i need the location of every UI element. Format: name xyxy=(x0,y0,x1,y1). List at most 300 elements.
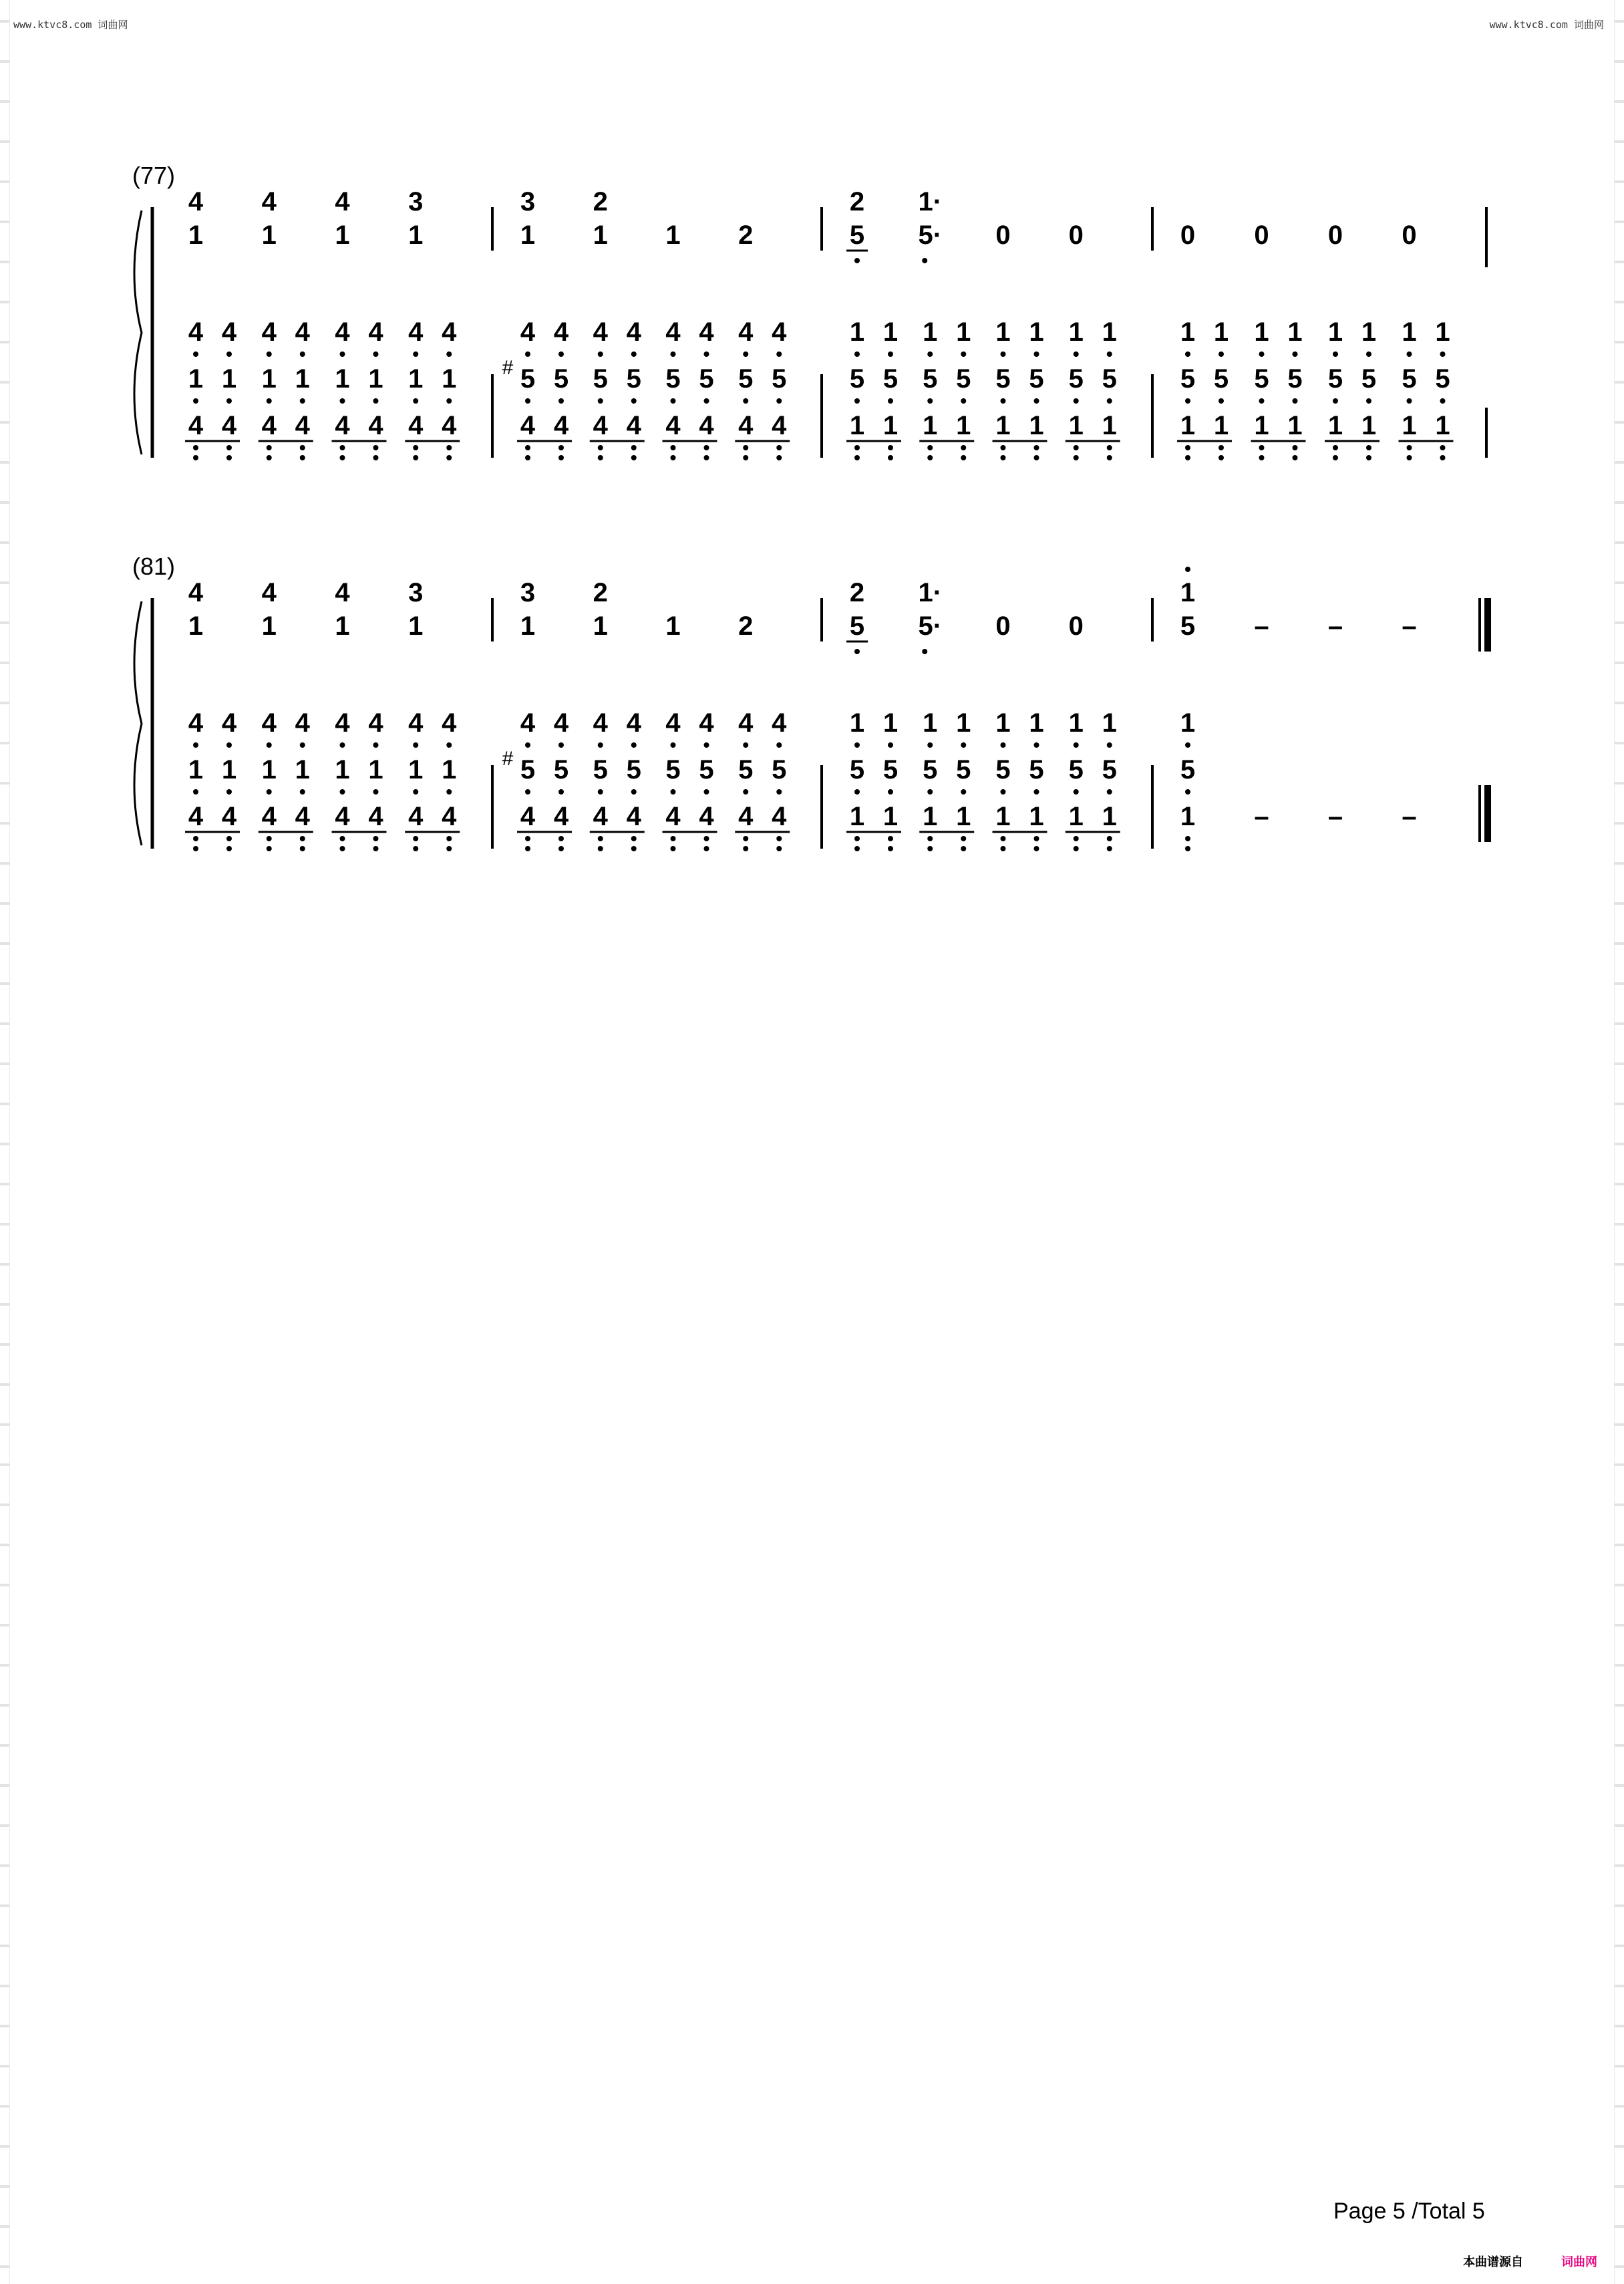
low-octave-dot xyxy=(631,836,637,841)
accomp-top-note: 4 xyxy=(442,317,457,347)
melody-upper-note: 2 xyxy=(849,187,865,217)
low-octave-dot xyxy=(927,445,933,450)
accomp-mid-note: 1 xyxy=(442,755,457,784)
melody-lower-note: 5 xyxy=(1180,611,1196,641)
accomp-bass-note: 1 xyxy=(1213,411,1229,440)
accomp-top-note: 4 xyxy=(335,317,350,347)
low-octave-dot xyxy=(558,836,564,841)
accomp-top-note: 4 xyxy=(772,317,787,347)
accomp-mid-note: 5 xyxy=(956,755,971,784)
low-octave-dot xyxy=(922,649,927,654)
low-octave-dot xyxy=(776,836,782,841)
accomp-bass-note: 4 xyxy=(442,411,457,440)
accomp-top-note: 1 xyxy=(1180,708,1196,738)
accomp-top-note: 1 xyxy=(882,708,899,738)
low-octave-dot xyxy=(300,351,305,357)
low-octave-dot xyxy=(776,398,782,404)
low-octave-dot xyxy=(1034,789,1039,795)
low-octave-dot xyxy=(704,445,709,450)
low-octave-dot xyxy=(226,846,232,851)
low-octave-dot xyxy=(671,455,676,460)
accomp-bass-note: 1 xyxy=(1102,802,1117,831)
low-octave-dot xyxy=(671,846,676,851)
low-octave-dot xyxy=(300,789,305,795)
melody-lower-note: 1 xyxy=(593,611,608,641)
melody-lower-note: 1 xyxy=(188,221,204,250)
melody-upper-note: 4 xyxy=(335,578,350,607)
low-octave-dot xyxy=(1185,742,1190,748)
melody-lower-note: 1 xyxy=(408,221,424,250)
low-octave-dot xyxy=(961,742,966,748)
melody-upper-note: 1· xyxy=(918,187,943,217)
low-octave-dot xyxy=(267,836,272,841)
accomp-mid-note: 1 xyxy=(188,755,204,784)
low-octave-dot xyxy=(193,445,198,450)
accomp-top-note: 4 xyxy=(738,708,754,738)
accomp-mid-note: 5 xyxy=(665,755,681,784)
accomp-mid-note: 1 xyxy=(442,364,457,394)
low-octave-dot xyxy=(226,455,232,460)
low-octave-dot xyxy=(743,789,748,795)
melody-upper-note: 3 xyxy=(408,578,424,607)
low-octave-dot xyxy=(226,836,232,841)
accomp-top-note: 1 xyxy=(849,708,865,738)
accomp-mid-note: 5 xyxy=(1029,364,1044,394)
accomp-bass-note: 1 xyxy=(923,411,938,440)
accomp-mid-note: 5 xyxy=(1402,364,1417,394)
low-octave-dot xyxy=(1034,398,1039,404)
accomp-top-note: 4 xyxy=(221,708,237,738)
melody-lower-note: 0 xyxy=(1068,611,1084,641)
low-octave-dot xyxy=(961,445,966,450)
low-octave-dot xyxy=(1185,789,1190,795)
accomp-top-note: 4 xyxy=(626,317,641,347)
low-octave-dot xyxy=(413,846,418,851)
melody-lower-note: 0 xyxy=(995,221,1011,250)
low-octave-dot xyxy=(1074,351,1079,357)
low-octave-dot xyxy=(743,836,748,841)
accomp-mid-note: 5 xyxy=(1180,755,1196,784)
low-octave-dot xyxy=(413,351,418,357)
low-octave-dot xyxy=(558,455,564,460)
low-octave-dot xyxy=(854,846,860,851)
accomp-mid-note: 5 xyxy=(1102,364,1117,394)
melody-upper-note: 4 xyxy=(188,578,204,607)
low-octave-dot xyxy=(340,351,345,357)
low-octave-dot xyxy=(267,846,272,851)
accomp-top-note: 4 xyxy=(408,317,424,347)
low-octave-dot xyxy=(631,445,637,450)
accomp-bass-note: 4 xyxy=(408,411,424,440)
low-octave-dot xyxy=(525,398,530,404)
low-octave-dot xyxy=(525,351,530,357)
accomp-bass-note: 4 xyxy=(261,411,277,440)
low-octave-dot xyxy=(267,445,272,450)
accomp-bass-note: 4 xyxy=(335,411,350,440)
low-octave-dot xyxy=(1107,398,1112,404)
low-octave-dot xyxy=(704,846,709,851)
melody-lower-note: 1 xyxy=(408,611,424,641)
low-octave-dot xyxy=(300,398,305,404)
accomp-top-note: 4 xyxy=(553,317,569,347)
accomp-top-note: 4 xyxy=(442,708,457,738)
accomp-mid-note: 5 xyxy=(882,755,899,784)
system-brace xyxy=(134,601,142,845)
sharp-accidental: # xyxy=(502,748,514,770)
low-octave-dot xyxy=(1185,398,1190,404)
low-octave-dot xyxy=(631,789,637,795)
low-octave-dot xyxy=(961,455,966,460)
low-octave-dot xyxy=(743,445,748,450)
low-octave-dot xyxy=(776,351,782,357)
accomp-mid-note: 5 xyxy=(772,364,787,394)
low-octave-dot xyxy=(1034,351,1039,357)
low-octave-dot xyxy=(1293,351,1298,357)
low-octave-dot xyxy=(888,455,893,460)
low-octave-dot xyxy=(671,789,676,795)
melody-lower-note: 1 xyxy=(261,611,277,641)
accomp-mid-note: 5 xyxy=(553,364,569,394)
low-octave-dot xyxy=(193,846,198,851)
accomp-top-note: 1 xyxy=(1102,708,1117,738)
low-octave-dot xyxy=(413,445,418,450)
accomp-bass-note: 4 xyxy=(553,411,569,440)
low-octave-dot xyxy=(888,351,893,357)
low-octave-dot xyxy=(300,836,305,841)
low-octave-dot xyxy=(961,846,966,851)
accomp-top-note: 1 xyxy=(1435,317,1450,347)
melody-lower-note: 5· xyxy=(918,221,943,250)
low-octave-dot xyxy=(704,351,709,357)
sustain-dash: – xyxy=(1254,611,1269,641)
accomp-mid-note: 5 xyxy=(520,364,536,394)
low-octave-dot xyxy=(927,742,933,748)
accomp-bass-note: 1 xyxy=(995,411,1011,440)
accomp-mid-note: 5 xyxy=(923,364,938,394)
accomp-mid-note: 5 xyxy=(593,364,608,394)
low-octave-dot xyxy=(1259,445,1265,450)
accomp-top-note: 4 xyxy=(335,708,350,738)
low-octave-dot xyxy=(671,742,676,748)
low-octave-dot xyxy=(1333,455,1338,460)
low-octave-dot xyxy=(1107,351,1112,357)
accomp-top-note: 4 xyxy=(368,317,383,347)
low-octave-dot xyxy=(743,455,748,460)
low-octave-dot xyxy=(558,742,564,748)
low-octave-dot xyxy=(1440,398,1446,404)
low-octave-dot xyxy=(1185,351,1190,357)
low-octave-dot xyxy=(340,742,345,748)
low-octave-dot xyxy=(854,455,860,460)
melody-lower-note: 2 xyxy=(738,221,754,250)
sustain-dash: – xyxy=(1327,802,1343,831)
low-octave-dot xyxy=(446,742,452,748)
accomp-mid-note: 5 xyxy=(699,755,714,784)
low-octave-dot xyxy=(193,351,198,357)
melody-lower-note: 1 xyxy=(335,221,350,250)
melody-lower-note: 1 xyxy=(261,221,277,250)
low-octave-dot xyxy=(598,351,603,357)
accomp-mid-note: 1 xyxy=(261,364,277,394)
sustain-dash: – xyxy=(1402,802,1417,831)
accomp-mid-note: 5 xyxy=(849,755,865,784)
accomp-top-note: 1 xyxy=(995,708,1011,738)
accomp-bass-note: 4 xyxy=(295,802,310,831)
low-octave-dot xyxy=(927,846,933,851)
low-octave-dot xyxy=(1333,351,1338,357)
low-octave-dot xyxy=(413,455,418,460)
accomp-bass-note: 4 xyxy=(593,411,608,440)
low-octave-dot xyxy=(1259,351,1265,357)
accomp-bass-note: 4 xyxy=(368,411,383,440)
melody-lower-note: 1 xyxy=(593,221,608,250)
low-octave-dot xyxy=(1001,445,1006,450)
low-octave-dot xyxy=(1001,789,1006,795)
low-octave-dot xyxy=(854,836,860,841)
melody-upper-note: 1 xyxy=(1180,578,1196,607)
low-octave-dot xyxy=(340,836,345,841)
accomp-top-note: 4 xyxy=(626,708,641,738)
low-octave-dot xyxy=(1034,846,1039,851)
melody-lower-note: 1 xyxy=(520,611,536,641)
accomp-bass-note: 4 xyxy=(699,411,714,440)
melody-lower-note: 0 xyxy=(1068,221,1084,250)
low-octave-dot xyxy=(1074,455,1079,460)
accomp-bass-note: 1 xyxy=(1068,802,1084,831)
low-octave-dot xyxy=(1034,455,1039,460)
low-octave-dot xyxy=(1407,445,1412,450)
accomp-bass-note: 1 xyxy=(882,802,899,831)
low-octave-dot xyxy=(446,398,452,404)
low-octave-dot xyxy=(1074,398,1079,404)
low-octave-dot xyxy=(743,351,748,357)
accomp-mid-note: 5 xyxy=(923,755,938,784)
low-octave-dot xyxy=(446,789,452,795)
low-octave-dot xyxy=(413,398,418,404)
accomp-bass-note: 1 xyxy=(882,411,899,440)
low-octave-dot xyxy=(776,455,782,460)
low-octave-dot xyxy=(226,742,232,748)
accomp-bass-note: 4 xyxy=(520,802,536,831)
low-octave-dot xyxy=(1333,445,1338,450)
melody-lower-note: 5 xyxy=(849,221,865,250)
accomp-mid-note: 5 xyxy=(626,364,641,394)
accomp-top-note: 4 xyxy=(553,708,569,738)
melody-lower-note: 1 xyxy=(188,611,204,641)
accomp-top-note: 4 xyxy=(699,317,714,347)
page-number: Page 5 /Total 5 xyxy=(1333,2198,1485,2224)
low-octave-dot xyxy=(1074,836,1079,841)
low-octave-dot xyxy=(631,398,637,404)
accomp-top-note: 4 xyxy=(295,708,310,738)
low-octave-dot xyxy=(373,846,379,851)
accomp-top-note: 4 xyxy=(261,708,277,738)
accomp-bass-note: 4 xyxy=(738,802,754,831)
low-octave-dot xyxy=(631,455,637,460)
accomp-top-note: 1 xyxy=(1029,708,1044,738)
accomp-bass-note: 1 xyxy=(1287,411,1303,440)
low-octave-dot xyxy=(743,742,748,748)
low-octave-dot xyxy=(226,789,232,795)
sustain-dash: – xyxy=(1402,611,1417,641)
low-octave-dot xyxy=(1001,742,1006,748)
low-octave-dot xyxy=(1001,836,1006,841)
low-octave-dot xyxy=(927,836,933,841)
accomp-bass-note: 4 xyxy=(295,411,310,440)
accomp-top-note: 1 xyxy=(956,317,971,347)
accomp-mid-note: 1 xyxy=(295,755,310,784)
accomp-bass-note: 4 xyxy=(772,411,787,440)
low-octave-dot xyxy=(340,846,345,851)
accomp-bass-note: 4 xyxy=(335,802,350,831)
low-octave-dot xyxy=(525,742,530,748)
source-note: 本曲谱源自 xyxy=(1463,2255,1523,2269)
header-left: www.ktvc8.com 词曲网 xyxy=(13,19,128,31)
melody-upper-note: 1· xyxy=(918,578,943,607)
low-octave-dot xyxy=(373,455,379,460)
accomp-top-note: 4 xyxy=(188,708,204,738)
accomp-bass-note: 1 xyxy=(1180,802,1196,831)
low-octave-dot xyxy=(1185,836,1190,841)
low-octave-dot xyxy=(446,455,452,460)
header-right: www.ktvc8.com 词曲网 xyxy=(1489,19,1604,31)
low-octave-dot xyxy=(704,789,709,795)
accomp-bass-note: 4 xyxy=(188,802,204,831)
low-octave-dot xyxy=(743,846,748,851)
accomp-bass-note: 4 xyxy=(408,802,424,831)
low-octave-dot xyxy=(525,789,530,795)
accomp-mid-note: 1 xyxy=(368,364,383,394)
accomp-top-note: 4 xyxy=(665,317,681,347)
accomp-bass-note: 4 xyxy=(188,411,204,440)
low-octave-dot xyxy=(413,836,418,841)
accomp-bass-note: 4 xyxy=(665,411,681,440)
low-octave-dot xyxy=(671,445,676,450)
low-octave-dot xyxy=(1366,455,1371,460)
low-octave-dot xyxy=(1259,455,1265,460)
accomp-top-note: 1 xyxy=(1327,317,1343,347)
accomp-top-note: 4 xyxy=(295,317,310,347)
accomp-mid-note: 1 xyxy=(188,364,204,394)
melody-upper-note: 3 xyxy=(520,187,536,217)
low-octave-dot xyxy=(631,351,637,357)
accomp-mid-note: 5 xyxy=(1180,364,1196,394)
accomp-bass-note: 1 xyxy=(1254,411,1269,440)
low-octave-dot xyxy=(1440,455,1446,460)
accomp-top-note: 4 xyxy=(520,317,536,347)
low-octave-dot xyxy=(854,742,860,748)
low-octave-dot xyxy=(631,846,637,851)
melody-lower-note: 0 xyxy=(1402,221,1417,250)
accomp-mid-note: 5 xyxy=(553,755,569,784)
accomp-mid-note: 5 xyxy=(1435,364,1450,394)
accomp-mid-note: 5 xyxy=(882,364,899,394)
low-octave-dot xyxy=(525,445,530,450)
low-octave-dot xyxy=(743,398,748,404)
accomp-bass-note: 4 xyxy=(738,411,754,440)
accomp-bass-note: 1 xyxy=(995,802,1011,831)
accomp-bass-note: 4 xyxy=(626,411,641,440)
accomp-bass-note: 4 xyxy=(772,802,787,831)
low-octave-dot xyxy=(193,742,198,748)
low-octave-dot xyxy=(927,789,933,795)
accomp-mid-note: 5 xyxy=(593,755,608,784)
low-octave-dot xyxy=(961,789,966,795)
low-octave-dot xyxy=(446,846,452,851)
low-octave-dot xyxy=(888,846,893,851)
melody-lower-note: 0 xyxy=(1254,221,1269,250)
low-octave-dot xyxy=(1107,846,1112,851)
low-octave-dot xyxy=(854,258,860,263)
melody-upper-note: 2 xyxy=(849,578,865,607)
low-octave-dot xyxy=(1034,836,1039,841)
site-logo: 词曲网 xyxy=(1561,2255,1597,2269)
accomp-top-note: 4 xyxy=(261,317,277,347)
low-octave-dot xyxy=(558,398,564,404)
low-octave-dot xyxy=(961,351,966,357)
low-octave-dot xyxy=(1219,351,1224,357)
accomp-top-note: 1 xyxy=(1029,317,1044,347)
low-octave-dot xyxy=(888,742,893,748)
low-octave-dot xyxy=(1366,351,1371,357)
measure-number: (77) xyxy=(132,162,176,189)
accomp-top-note: 4 xyxy=(221,317,237,347)
low-octave-dot xyxy=(193,789,198,795)
accomp-mid-note: 1 xyxy=(408,364,424,394)
low-octave-dot xyxy=(373,351,379,357)
low-octave-dot xyxy=(1074,742,1079,748)
accomp-mid-note: 5 xyxy=(995,364,1011,394)
accomp-mid-note: 5 xyxy=(995,755,1011,784)
low-octave-dot xyxy=(1293,445,1298,450)
low-octave-dot xyxy=(598,455,603,460)
low-octave-dot xyxy=(373,445,379,450)
low-octave-dot xyxy=(413,742,418,748)
melody-upper-note: 4 xyxy=(188,187,204,217)
low-octave-dot xyxy=(1407,351,1412,357)
melody-lower-note: 0 xyxy=(1180,221,1196,250)
accomp-top-note: 1 xyxy=(1068,708,1084,738)
accomp-bass-note: 1 xyxy=(1180,411,1196,440)
low-octave-dot xyxy=(1407,455,1412,460)
low-octave-dot xyxy=(1333,398,1338,404)
accomp-mid-note: 5 xyxy=(1287,364,1303,394)
accomp-mid-note: 5 xyxy=(1068,755,1084,784)
low-octave-dot xyxy=(704,742,709,748)
melody-lower-note: 5 xyxy=(849,611,865,641)
low-octave-dot xyxy=(226,445,232,450)
low-octave-dot xyxy=(598,846,603,851)
accomp-bass-note: 4 xyxy=(520,411,536,440)
low-octave-dot xyxy=(446,445,452,450)
low-octave-dot xyxy=(671,398,676,404)
low-octave-dot xyxy=(927,455,933,460)
low-octave-dot xyxy=(1366,398,1371,404)
low-octave-dot xyxy=(671,351,676,357)
accomp-mid-note: 5 xyxy=(1068,364,1084,394)
accomp-mid-note: 1 xyxy=(335,755,350,784)
low-octave-dot xyxy=(558,846,564,851)
accomp-mid-note: 5 xyxy=(1029,755,1044,784)
low-octave-dot xyxy=(927,351,933,357)
accomp-top-note: 1 xyxy=(923,708,938,738)
accomp-top-note: 1 xyxy=(923,317,938,347)
low-octave-dot xyxy=(776,789,782,795)
accomp-mid-note: 5 xyxy=(738,364,754,394)
low-octave-dot xyxy=(1001,351,1006,357)
low-octave-dot xyxy=(888,789,893,795)
melody-upper-note: 3 xyxy=(520,578,536,607)
